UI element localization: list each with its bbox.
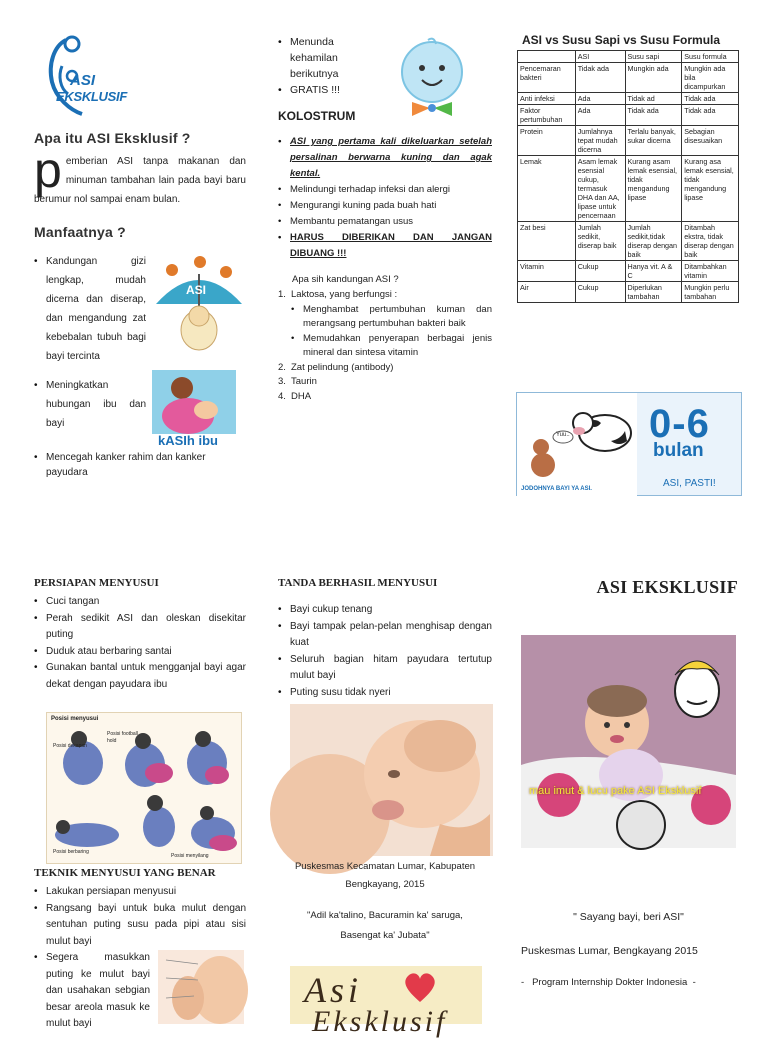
drop-cap: p [34, 142, 62, 198]
kandungan-item: Laktosa, yang berfungsi : [291, 289, 398, 300]
row-label: Anti infeksi [518, 93, 576, 105]
kasih-ibu-illustration [152, 370, 236, 450]
row-label: Lemak [518, 156, 576, 222]
table-row [518, 63, 739, 93]
cell: Tidak ada [575, 63, 625, 93]
row-label: Air [518, 282, 576, 303]
table-row [518, 282, 739, 303]
persiapan-list [34, 594, 246, 693]
cell: Ada [575, 105, 625, 126]
list-item: • ASI yang pertama kali dikeluarkan setelah persalinan berwarna kuning dan agak kental. [278, 134, 492, 182]
table-header-row [518, 51, 739, 63]
teknik-heading: TEKNIK MENYUSUI YANG BENAR [34, 867, 216, 879]
cell: Jumlah sedikit, diserap baik [575, 222, 625, 261]
list-item: • Gunakan bantal untuk mengganjal bayi agar dekat dengan payudara ibu [34, 660, 246, 693]
num: 4. [278, 390, 286, 402]
cover-program: - Program Internship Dokter Indonesia - [521, 977, 696, 988]
list-item: • Kandungan gizi lengkap, mudah dicerna dan diserap, dan mengandung zat kebebalan tubuh bagi bayi tercinta [34, 252, 146, 366]
heart-icon [400, 970, 440, 1004]
list-item: • Rangsang bayi untuk buka mulut dengan sentuhan puting susu pada pipi atau sisi mulut bayi [34, 901, 246, 951]
puskesmas-credit [278, 858, 492, 894]
puskesmas-text: Puskesmas Kecamatan Lumar, Kabupaten Bengkayang, 2015 [294, 861, 476, 890]
poster-label: Posisi dekapan [53, 743, 87, 749]
smiling-baby-icon [394, 36, 470, 118]
cell: Jumlah sedikit,tidak diserap dengan baik [625, 222, 682, 261]
quote-line-1: "Adil ka'talino, Bacuramin ka' saruga, [307, 910, 463, 921]
kandungan-list [278, 288, 492, 404]
kandungan-question: Apa sih kandungan ASI ? [292, 274, 399, 285]
list-item: • Lakukan persiapan menyusui [34, 884, 246, 901]
tanda-list [278, 602, 492, 701]
umbrella-baby-illustration [150, 252, 248, 362]
cell: Diperlukan tambahan [625, 282, 682, 303]
cell: Mungkin ada [625, 63, 682, 93]
num: 2. [278, 361, 286, 373]
row-label: Pencemaran bakteri [518, 63, 576, 93]
kolostrum-list [278, 134, 492, 262]
table-header: Susu sapi [625, 51, 682, 63]
umbrella-icon [150, 252, 248, 362]
cell: Cukup [575, 282, 625, 303]
laktosa-sublist [291, 303, 492, 361]
asi-eksklusif-script-logo [290, 966, 482, 1038]
banner-slogan: ASI, PASTI! [663, 478, 716, 489]
script-logo-line-1: Asi [304, 970, 363, 1010]
cover-slogan: " Sayang bayi, beri ASI" [573, 911, 684, 923]
tanda-heading: TANDA BERHASIL MENYUSUI [278, 577, 438, 589]
motto-quote [278, 906, 492, 946]
poster-label: Posisi menyilang [171, 853, 209, 859]
manfaat-list [34, 252, 146, 433]
list-item: • Mencegah kanker rahim dan kanker payudara [34, 450, 246, 480]
logo-text-asi: ASI [70, 72, 96, 89]
table-row [518, 93, 739, 105]
kolostrum-heading: KOLOSTRUM [278, 109, 356, 123]
asi-logo [36, 30, 136, 120]
comparison-table [517, 50, 739, 303]
list-item: • Puting susu tidak nyeri [278, 685, 492, 702]
list-item: • Bayi cukup tenang [278, 602, 492, 619]
list-item: • GRATIS !!! [278, 82, 358, 98]
cell: Ditambahkan vitamin [682, 261, 739, 282]
breastfeeding-positions-poster [46, 712, 242, 864]
nursing-baby-photo-icon [290, 704, 493, 856]
kasih-ibu-caption: kASIh ibu [158, 433, 218, 448]
cell: Sebagian disesuaikan [682, 126, 739, 156]
cover-title: ASI EKSKLUSIF [596, 577, 738, 597]
list-item: • Meningkatkan hubungan ibu dan bayi [34, 376, 146, 433]
asi-banner [516, 392, 742, 496]
list-item: • Menghambat pertumbuhan kuman dan merangsang pertumbuhan bakteri baik [291, 303, 492, 332]
list-item: • Mengurangi kuning pada buah hati [278, 198, 492, 214]
poster-label: Posisi football hold [107, 731, 138, 745]
breastfeeding-photo [290, 704, 493, 856]
apa-itu-paragraph [34, 142, 246, 209]
cell: Kurang asa lemak esensial, tidak mengandung lipase [682, 156, 739, 222]
row-label: Protein [518, 126, 576, 156]
list-item: • Memudahkan penyerapan berbagai jenis mineral dan sintesa vitamin [291, 332, 492, 361]
num: 1. [278, 289, 286, 300]
list-item: • Membantu pematangan usus [278, 214, 492, 230]
row-label: Zat besi [518, 222, 576, 261]
list-item: • HARUS DIBERIKAN DAN JANGAN DIBUANG !!! [278, 230, 492, 262]
num: 3. [278, 376, 286, 387]
cell: Cukup [575, 261, 625, 282]
banner-left-panel [517, 393, 637, 497]
manfaat-list-2 [34, 450, 246, 480]
cell: Ditambah ekstra, tidak diserap dengan baik [682, 222, 739, 261]
cell: Tidak ada [682, 105, 739, 126]
cell: Tidak ada [682, 93, 739, 105]
banner-big-number: 0-6 [649, 402, 710, 446]
banner-footer: JODOHNYA BAYI YA ASI. [521, 486, 592, 492]
banner-bubble-text: Yuu.. [556, 432, 570, 438]
manfaat-heading: Manfaatnya ? [34, 224, 126, 240]
cell: Tidak ad [625, 93, 682, 105]
table-row [518, 222, 739, 261]
persiapan-heading: PERSIAPAN MENYUSUI [34, 577, 159, 589]
kandungan-item: Zat pelindung (antibody) [291, 361, 394, 373]
umbrella-label: ASI [186, 283, 207, 297]
cell: Tidak ada [625, 105, 682, 126]
list-item: • Cuci tangan [34, 594, 246, 611]
apa-itu-heading: Apa itu ASI Eksklusif ? [34, 130, 191, 146]
row-label: Faktor pertumbuhan [518, 105, 576, 126]
cell: Kurang asam lemak esensial, tidak mengandung lipase [625, 156, 682, 222]
cell: Jumlahnya tepat mudah dicerna [575, 126, 625, 156]
table-header [518, 51, 576, 63]
baby-face-icon [394, 36, 470, 118]
table-row [518, 126, 739, 156]
cell: Asam lemak esensial cukup, termasuk DHA dan AA, lipase untuk pencernaan [575, 156, 625, 222]
row-label: Vitamin [518, 261, 576, 282]
banner-unit: bulan [653, 440, 704, 461]
poster-title: Posisi menyusui [51, 716, 99, 722]
list-item: • Melindungi terhadap infeksi dan alergi [278, 182, 492, 198]
quote-line-2: Basengat ka' Jubata" [340, 930, 430, 941]
list-item: • Bayi tampak pelan-pelan menghisap dengan kuat [278, 619, 492, 652]
baby-on-rug-photo-icon [521, 635, 736, 848]
apa-itu-text: emberian ASI tanpa makanan dan minuman tambahan lain pada bayi baru berumur nol sampai enam bulan. [34, 156, 246, 205]
table-row [518, 105, 739, 126]
cell: Ada [575, 93, 625, 105]
comparison-title: ASI vs Susu Sapi vs Susu Formula [522, 33, 721, 47]
poster-label: Posisi berbaring [53, 849, 89, 855]
table-row [518, 156, 739, 222]
cell: Terlalu banyak, sukar dicerna [625, 126, 682, 156]
list-item: • Duduk atau berbaring santai [34, 644, 246, 661]
table-header: Susu formula [682, 51, 739, 63]
cow-baby-icon [517, 393, 637, 483]
list-item: • Seluruh bagian hitam payudara tertutup mulut bayi [278, 652, 492, 685]
cover-baby-photo [521, 635, 736, 848]
kandungan-item: Taurin [291, 376, 317, 387]
list-item: • Menunda kehamilan berikutnya [278, 34, 358, 82]
cell: Hanya vit. A & C [625, 261, 682, 282]
cover-photo-caption: mau imut & lucu pake ASI Eksklusif [529, 785, 702, 797]
list-item: • Segera masukkan puting ke mulut bayi dan usahakan sebgian besar areola masuk ke mulut bayi [34, 950, 150, 1020]
table-row [518, 261, 739, 282]
latching-diagram [158, 950, 244, 1024]
list-item: • Perah sedikit ASI dan oleskan disekitar puting [34, 611, 246, 644]
cell: Mungkin ada bila dicampurkan [682, 63, 739, 93]
cover-location: Puskesmas Lumar, Bengkayang 2015 [521, 945, 698, 957]
table-header: ASI [575, 51, 625, 63]
extra-benefit-list [278, 34, 358, 98]
cell: Mungkin perlu tambahan [682, 282, 739, 303]
script-logo-line-2: Eksklusif [312, 1005, 448, 1038]
mother-nursing-icon [152, 370, 236, 434]
logo-text-eksklusif: EKSKLUSIF [56, 89, 127, 104]
kandungan-item: DHA [291, 390, 312, 402]
latch-diagram-icon [158, 950, 244, 1024]
